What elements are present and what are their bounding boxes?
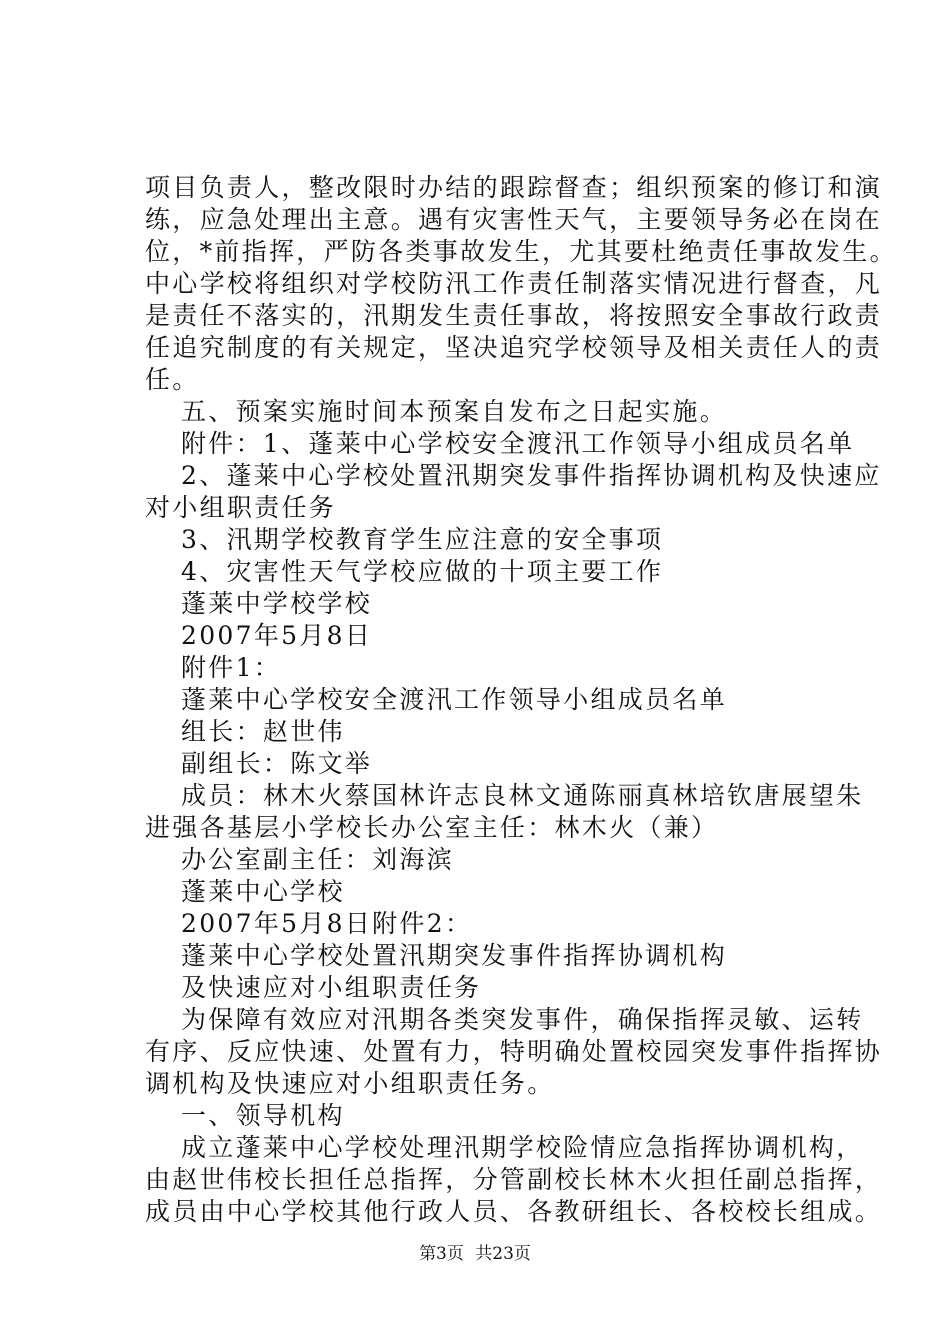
text-line: 蓬莱中学校学校 bbox=[181, 589, 373, 618]
text-line: 附件：1、蓬莱中心学校安全渡汛工作领导小组成员名单 bbox=[181, 429, 855, 458]
text-line: 有序、反应快速、处置有力，特明确处置校园突发事件指挥协 bbox=[145, 1037, 883, 1066]
text-line: 组长：赵世伟 bbox=[181, 717, 345, 746]
text-line: 任。 bbox=[145, 365, 200, 394]
text-line: 调机构及快速应对小组职责任务。 bbox=[145, 1069, 555, 1098]
text-line: 附件1： bbox=[181, 653, 282, 682]
text-line: 是责任不落实的，汛期发生责任事故，将按照安全事故行政责 bbox=[145, 301, 883, 330]
page-number-current: 第3页 bbox=[419, 1244, 464, 1264]
text-line: 中心学校将组织对学校防汛工作责任制落实情况进行督查，凡 bbox=[145, 269, 883, 298]
text-line: 成立蓬莱中心学校处理汛期学校险情应急指挥协调机构， bbox=[181, 1133, 864, 1162]
text-line: 4、灾害性天气学校应做的十项主要工作 bbox=[181, 557, 664, 586]
text-line: 成员由中心学校其他行政人员、各教研组长、各校校长组成。 bbox=[145, 1197, 883, 1226]
page-number-total: 共23页 bbox=[475, 1244, 531, 1264]
text-line: 副组长：陈文举 bbox=[181, 749, 373, 778]
text-line: 成员：林木火蔡国林许志良林文通陈丽真林培钦唐展望朱 bbox=[181, 781, 864, 810]
text-line: 对小组职责任务 bbox=[145, 493, 337, 522]
text-line: 3、汛期学校教育学生应注意的安全事项 bbox=[181, 525, 664, 554]
text-line: 位，*前指挥，严防各类事故发生，尤其要杜绝责任事故发生。 bbox=[145, 237, 897, 266]
text-line: 由赵世伟校长担任总指挥，分管副校长林木火担任副总指挥， bbox=[145, 1165, 883, 1194]
text-line: 2、蓬莱中心学校处置汛期突发事件指挥协调机构及快速应 bbox=[181, 461, 882, 490]
text-line: 办公室副主任：刘海滨 bbox=[181, 845, 455, 874]
text-line: 任追究制度的有关规定，坚决追究学校领导及相关责任人的责 bbox=[145, 333, 883, 362]
text-line: 2007年5月8日 bbox=[181, 621, 373, 650]
text-line: 进强各基层小学校长办公室主任：林木火（兼） bbox=[145, 813, 719, 842]
text-line: 蓬莱中心学校处置汛期突发事件指挥协调机构 bbox=[181, 941, 728, 970]
page-footer bbox=[0, 1243, 950, 1265]
text-line: 五、预案实施时间本预案自发布之日起实施。 bbox=[181, 397, 728, 426]
text-line: 为保障有效应对汛期各类突发事件，确保指挥灵敏、运转 bbox=[181, 1005, 864, 1034]
text-line: 及快速应对小组职责任务 bbox=[181, 973, 482, 1002]
text-line: 蓬莱中心学校 bbox=[181, 877, 345, 906]
document-body bbox=[145, 172, 897, 1228]
text-line: 蓬莱中心学校安全渡汛工作领导小组成员名单 bbox=[181, 685, 728, 714]
text-line: 练，应急处理出主意。遇有灾害性天气，主要领导务必在岗在 bbox=[145, 205, 883, 234]
text-line: 项目负责人，整改限时办结的跟踪督查；组织预案的修订和演 bbox=[145, 173, 883, 202]
text-line: 一、领导机构 bbox=[181, 1101, 345, 1130]
text-line: 2007年5月8日附件2： bbox=[181, 909, 473, 938]
